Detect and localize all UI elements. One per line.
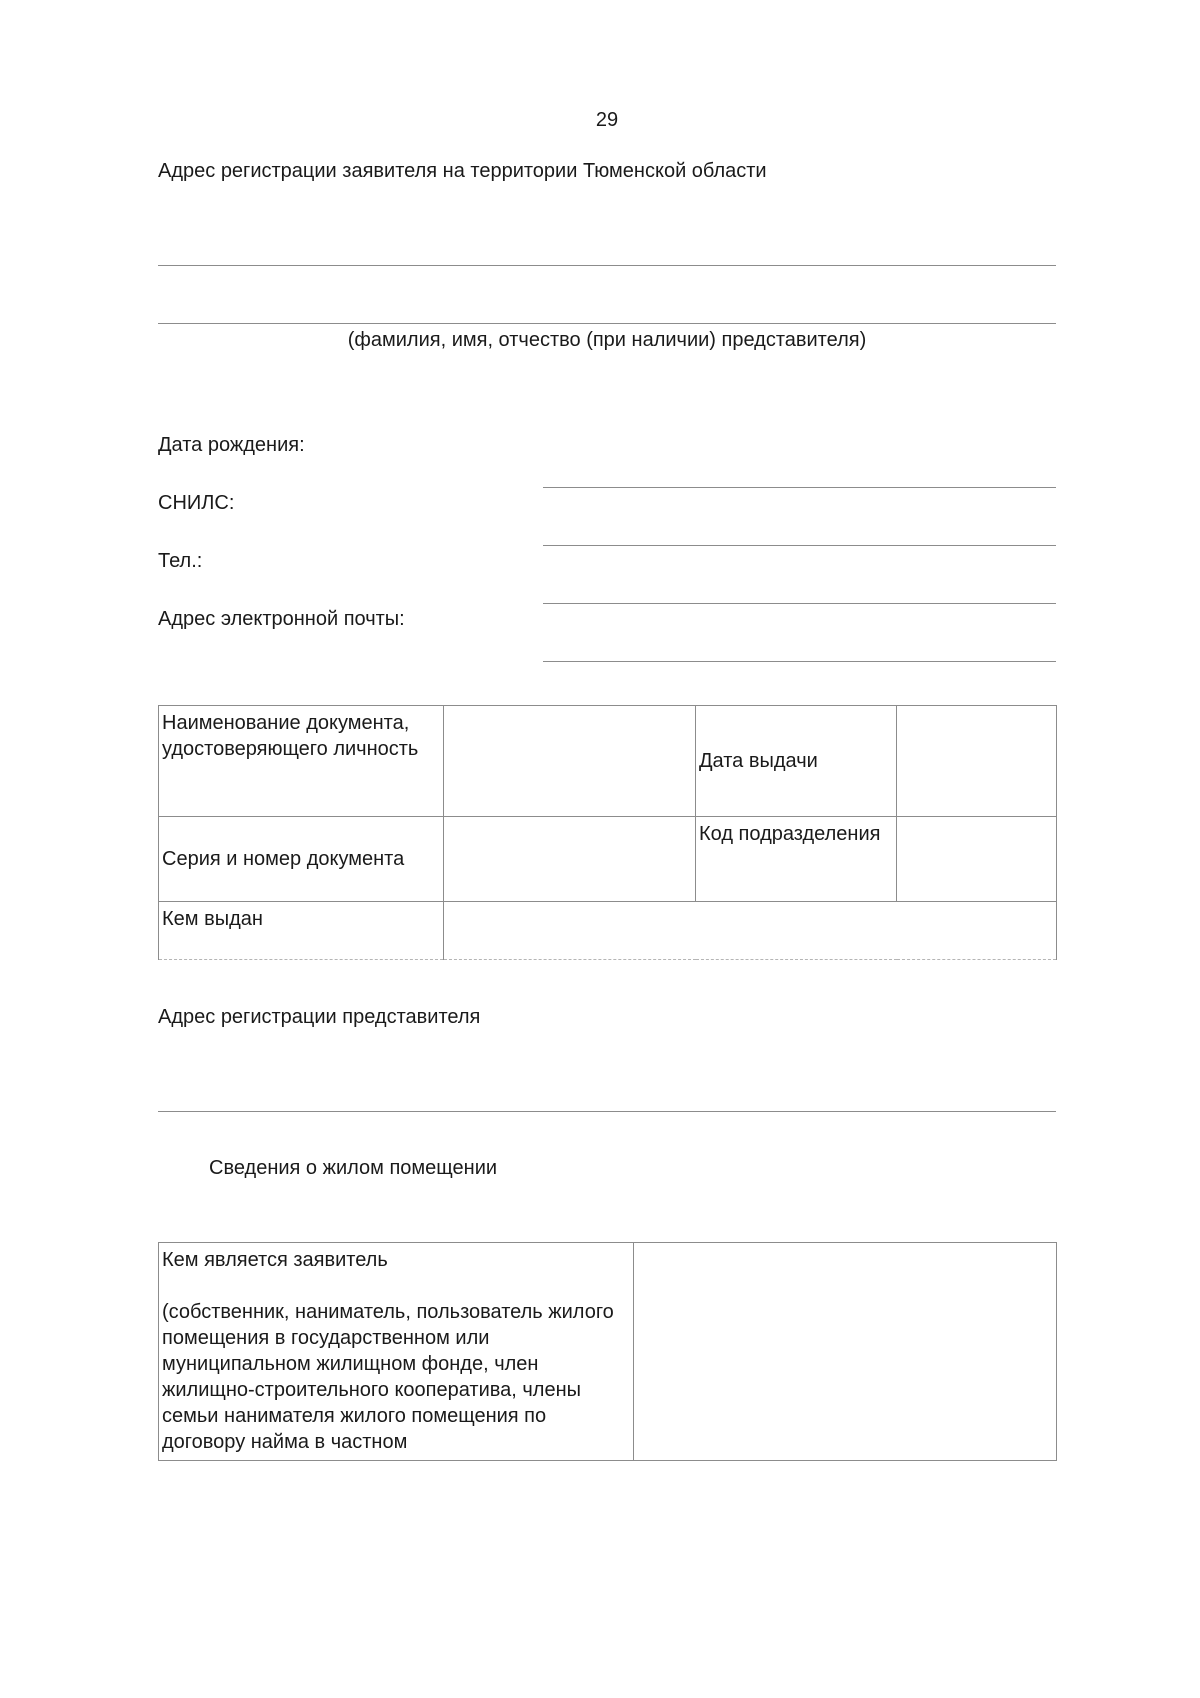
issue-date-label: Дата выдачи xyxy=(696,706,897,817)
id-document-table xyxy=(158,705,1057,960)
representative-fio-caption: (фамилия, имя, отчество (при наличии) представителя) xyxy=(347,329,867,351)
dwelling-table xyxy=(158,1242,1057,1461)
applicant-role-note: (собственник, наниматель, пользователь жилого помещения в государственном или муниципальном жилищном фонде, член жилищно-строительного кооператива, члены семьи нанимателя жилого помещения по договору найма в частном xyxy=(162,1301,614,1453)
series-number-field[interactable] xyxy=(444,817,696,902)
doc-name-label: Наименование документа, удостоверяющего личность xyxy=(159,706,444,817)
issued-by-field[interactable] xyxy=(444,902,1057,960)
applicant-address-line[interactable] xyxy=(158,265,1056,266)
snils-line[interactable] xyxy=(543,545,1056,546)
representative-address-label: Адрес регистрации представителя xyxy=(158,1006,481,1028)
applicant-role-field[interactable] xyxy=(634,1243,1057,1461)
issue-date-field[interactable] xyxy=(897,706,1057,817)
phone-line[interactable] xyxy=(543,603,1056,604)
representative-address-line[interactable] xyxy=(158,1111,1056,1112)
snils-label: СНИЛС: xyxy=(158,492,235,514)
table-row xyxy=(159,1243,1057,1461)
phone-label: Тел.: xyxy=(158,550,203,572)
email-label: Адрес электронной почты: xyxy=(158,608,405,630)
dwelling-section-title: Сведения о жилом помещении xyxy=(209,1157,498,1179)
applicant-role-cell xyxy=(159,1243,634,1461)
subdivision-code-label: Код подразделения xyxy=(696,817,897,902)
doc-name-field[interactable] xyxy=(444,706,696,817)
birth-date-line[interactable] xyxy=(543,487,1056,488)
applicant-role-label: Кем является заявитель xyxy=(162,1249,388,1271)
page-number: 29 xyxy=(595,109,619,131)
email-line[interactable] xyxy=(543,661,1056,662)
issued-by-label: Кем выдан xyxy=(159,902,444,960)
applicant-address-label: Адрес регистрации заявителя на территории Тюменской области xyxy=(158,160,767,182)
series-number-label: Серия и номер документа xyxy=(159,817,444,902)
representative-fio-line[interactable] xyxy=(158,323,1056,324)
subdivision-code-field[interactable] xyxy=(897,817,1057,902)
table-row xyxy=(159,706,1057,817)
birth-date-label: Дата рождения: xyxy=(158,434,305,456)
table-row xyxy=(159,817,1057,902)
table-row xyxy=(159,902,1057,960)
